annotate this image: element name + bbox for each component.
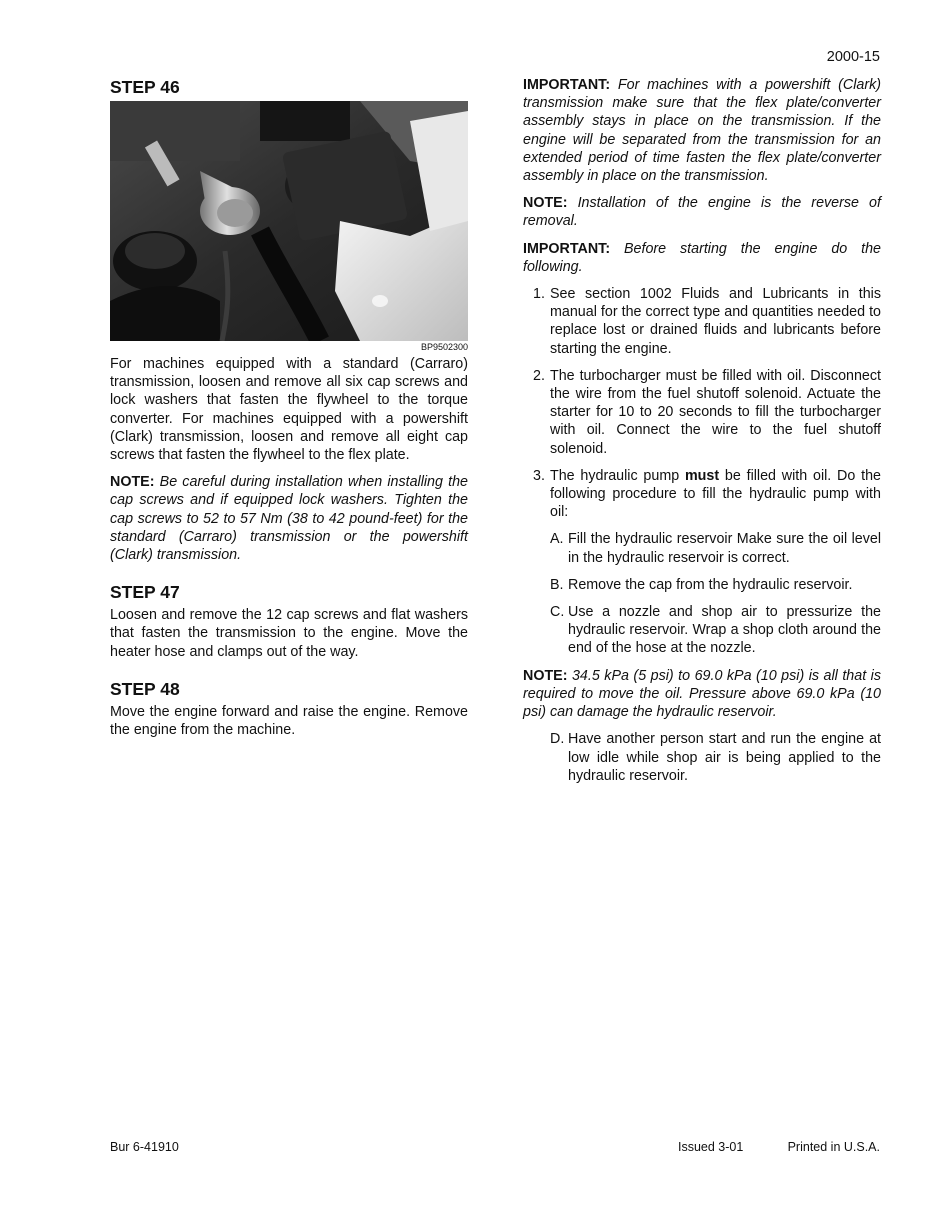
step-46-note — [110, 473, 468, 564]
note-text: Installation of the engine is the reverse of removal. — [523, 195, 881, 230]
list-item — [523, 467, 881, 522]
step-46-title: STEP 46 — [110, 77, 180, 97]
sub-list-letter: A. — [550, 531, 564, 548]
sub-list-item — [523, 530, 881, 566]
important-flex-plate — [523, 76, 881, 185]
sub-list-letter: B. — [550, 576, 564, 593]
important-text: For machines with a powershift (Clark) transmission make sure that the flex plate/converter assembly stays in place on the transmission. If the engine will be separated from the transmission for an extended period of time fasten the flex plate/converter assembly in place on the transmission. — [523, 77, 881, 185]
right-column — [523, 76, 881, 794]
step-47-body: Loosen and remove the 12 cap screws and flat washers that fasten the transmission to the engine. Move the heater hose and clamps out of the way. — [110, 607, 468, 660]
list-item-text: See section 1002 Fluids and Lubricants in this manual for the correct type and quantities needed to replace lost or drained fluids and lubricants before starting the engine. — [550, 286, 881, 357]
note-label: NOTE: — [523, 195, 568, 212]
left-column — [110, 76, 468, 748]
step-47-title: STEP 47 — [110, 582, 180, 603]
note-installation — [523, 194, 881, 230]
note-label: NOTE: — [110, 474, 155, 491]
footer-printed: Printed in U.S.A. — [787, 1140, 880, 1154]
sub-list-text: Use a nozzle and shop air to pressurize the hydraulic reservoir. Wrap a shop cloth around the end of the hose at the nozzle. — [568, 604, 881, 657]
list-number: 3. — [533, 467, 545, 484]
list-number: 2. — [533, 367, 545, 384]
list-number: 1. — [533, 286, 545, 303]
note-label: NOTE: — [523, 667, 568, 684]
important-label: IMPORTANT: — [523, 77, 611, 93]
engine-photo-illustration — [110, 101, 468, 341]
important-label: IMPORTANT: — [523, 240, 611, 257]
numbered-list — [523, 285, 881, 521]
lettered-list-continued — [523, 730, 881, 785]
footer-doc-number: Bur 6-41910 — [110, 1140, 179, 1154]
sub-list-item — [523, 603, 881, 658]
list-item-text-before: The hydraulic pump — [550, 467, 685, 484]
sub-list-text: Have another person start and run the engine at low idle while shop air is being applied to the hydraulic reservoir. — [568, 731, 881, 784]
list-item — [523, 367, 881, 458]
list-item-text-after: be filled with oil. Do the following procedure to fill the hydraulic pump with oil: — [550, 467, 881, 521]
page-number: 2000-15 — [826, 49, 880, 65]
sub-list-text: Fill the hydraulic reservoir Make sure the oil level in the hydraulic reservoir is correct. — [568, 531, 881, 566]
sub-list-item — [523, 576, 881, 594]
note-pressure — [523, 667, 881, 722]
important-before-start — [523, 240, 881, 276]
list-item-emphasis: must — [684, 467, 720, 484]
engine-photo — [110, 101, 468, 341]
sub-list-letter: C. — [550, 604, 565, 621]
sub-list-item — [523, 730, 881, 785]
step-48-body: Move the engine forward and raise the engine. Remove the engine from the machine. — [110, 703, 468, 739]
note-text: 34.5 kPa (5 psi) to 69.0 kPa (10 psi) is all that is required to move the oil. Pressure above 69.0 kPa (10 psi) can damage the hydraulic reservoir. — [523, 667, 881, 721]
list-item-text: The turbocharger must be filled with oil. Disconnect the wire from the fuel shutoff solenoid. Actuate the starter for 10 to 20 seconds to fill the turbocharger with oil. Connect the wire to the fuel shutoff solenoid. — [550, 367, 881, 457]
lettered-list — [523, 530, 881, 657]
step-46-body: For machines equipped with a standard (Carraro) transmission, loosen and remove all six cap screws and lock washers that fasten the flywheel to the torque converter. For machines equipped with a powershift (Clark) transmission, loosen and remove all eight cap screws that fasten the flywheel to the flex plate. — [110, 356, 468, 464]
list-item — [523, 285, 881, 358]
sub-list-letter: D. — [550, 731, 565, 748]
figure-caption: BP9502300 — [420, 342, 468, 352]
step-48-title: STEP 48 — [110, 678, 180, 699]
footer-issued: Issued 3-01 — [678, 1140, 744, 1154]
important-text: Before starting the engine do the following. — [523, 240, 881, 275]
sub-list-text: Remove the cap from the hydraulic reservoir. — [568, 576, 853, 593]
note-text: Be careful during installation when installing the cap screws and if equipped lock washers. Tighten the cap screws to 52 to 57 Nm (38 to 42 pound-feet) for the standard (Carraro) transmission or the powershift (Clark) transmission. — [110, 474, 468, 564]
